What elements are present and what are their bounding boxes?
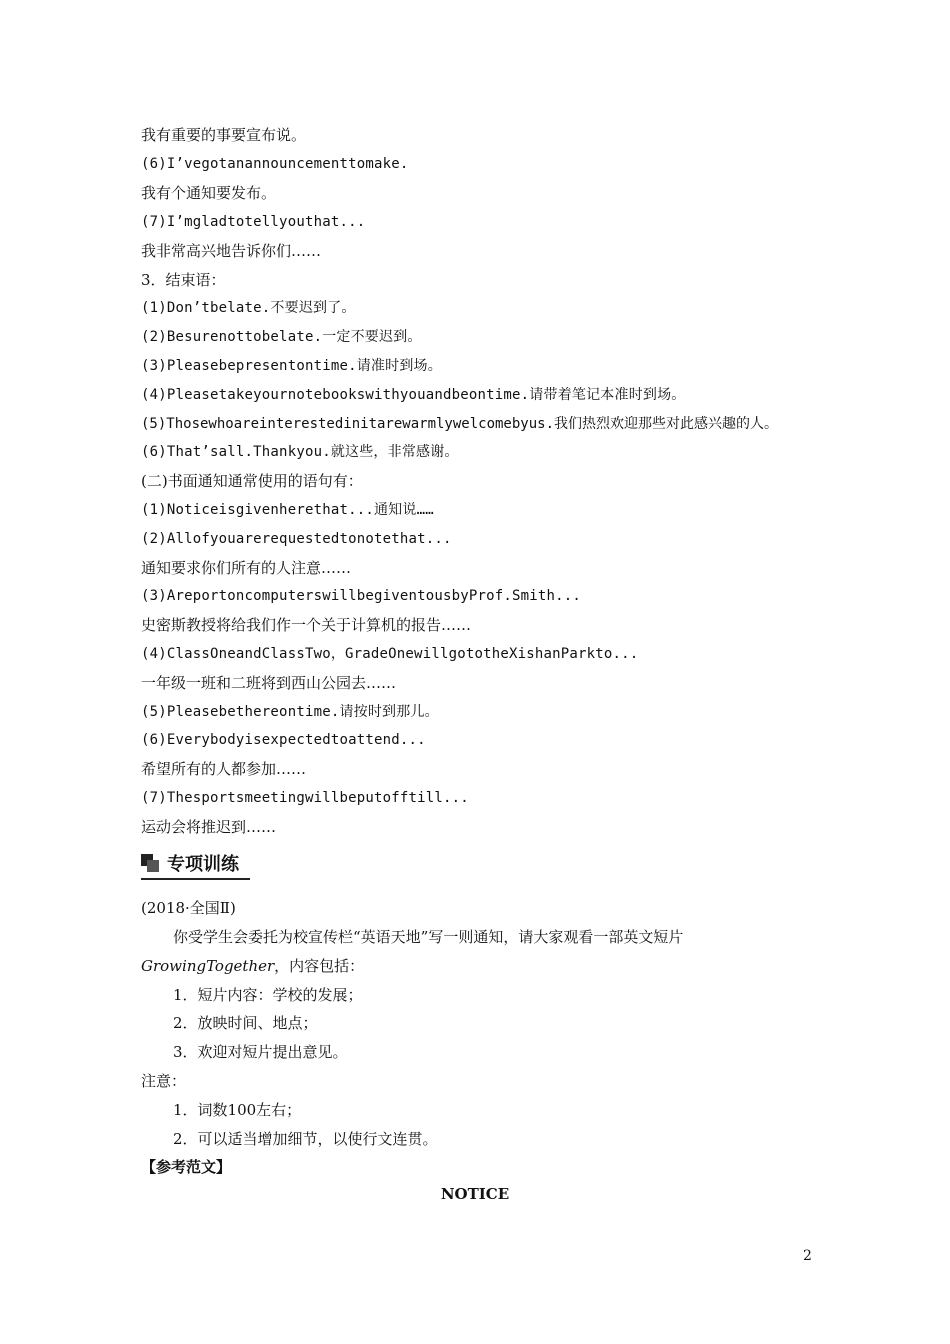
exercise-prompt-line1: 你受学生会委托为校宣传栏“英语天地”写一则通知，请大家观看一部英文短片 xyxy=(173,928,684,946)
exercise-item: 1．短片内容：学校的发展； xyxy=(173,986,363,1004)
text-line: (2)Allofyouarerequestedtonotethat... xyxy=(141,531,452,547)
text-line: (6)Everybodyisexpectedtoattend... xyxy=(141,732,426,748)
note-label: 注意： xyxy=(141,1072,187,1090)
text-line: (7)Thesportsmeetingwillbeputofftill... xyxy=(141,790,469,806)
square-block-icon xyxy=(141,854,159,872)
text-line: (4)ClassOneandClassTwo，GradeOnewillgototheXishanParkto... xyxy=(141,646,639,662)
exercise-item: 2．放映时间、地点； xyxy=(173,1014,318,1032)
text-line: (1)Don’tbelate.不要迟到了。 xyxy=(141,300,356,316)
text-line: (二)书面通知通常使用的语句有： xyxy=(141,472,363,490)
text-line: (4)Pleasetakeyournotebookswithyouandbeontime.请带着笔记本准时到场。 xyxy=(141,387,686,403)
note-item: 2．可以适当增加细节，以使行文连贯。 xyxy=(173,1130,438,1148)
text-line: 我非常高兴地告诉你们…… xyxy=(141,242,322,260)
reference-label: 【参考范文】 xyxy=(141,1158,232,1176)
text-line: 3．结束语： xyxy=(141,271,226,289)
text-line: (1)Noticeisgivenherethat...通知说…… xyxy=(141,502,434,518)
exercise-item: 3．欢迎对短片提出意见。 xyxy=(173,1043,348,1061)
prompt-rest: ，内容包括： xyxy=(274,957,365,975)
text-line: 我有重要的事要宣布说。 xyxy=(141,126,307,144)
text-line: 我有个通知要发布。 xyxy=(141,184,277,202)
text-line: (7)I’mgladtotellyouthat... xyxy=(141,214,366,230)
exercise-source: (2018·全国Ⅱ) xyxy=(141,899,236,917)
text-line: (2)Besurenottobelate.一定不要迟到。 xyxy=(141,329,422,345)
text-line: 一年级一班和二班将到西山公园去…… xyxy=(141,674,397,692)
notice-title: NOTICE xyxy=(440,1185,510,1203)
text-line: (6)I’vegotanannouncementtomake. xyxy=(141,156,409,172)
text-line: (5)Thosewhoareinterestedinitarewarmlywelcomebyus.我们热烈欢迎那些对此感兴趣的人。 xyxy=(141,416,779,432)
section-title: 专项训练 xyxy=(167,854,239,875)
text-line: 运动会将推迟到…… xyxy=(141,818,277,836)
text-line: (3)AreportoncomputerswillbegiventousbyProf.Smith... xyxy=(141,588,582,604)
film-title: GrowingTogether xyxy=(141,957,275,975)
note-item: 1．词数100左右； xyxy=(173,1101,302,1119)
exercise-prompt-line2 xyxy=(141,956,364,976)
text-line: 通知要求你们所有的人注意…… xyxy=(141,559,352,577)
text-line: (6)That’sall.Thankyou.就这些，非常感谢。 xyxy=(141,444,459,460)
section-underline xyxy=(141,878,250,880)
section-heading xyxy=(141,850,239,876)
page-number: 2 xyxy=(803,1248,812,1264)
text-line: (5)Pleasebethereontime.请按时到那儿。 xyxy=(141,704,439,720)
text-line: 史密斯教授将给我们作一个关于计算机的报告…… xyxy=(141,616,472,634)
text-line: 希望所有的人都参加…… xyxy=(141,760,307,778)
text-line: (3)Pleasebepresentontime.请准时到场。 xyxy=(141,358,442,374)
